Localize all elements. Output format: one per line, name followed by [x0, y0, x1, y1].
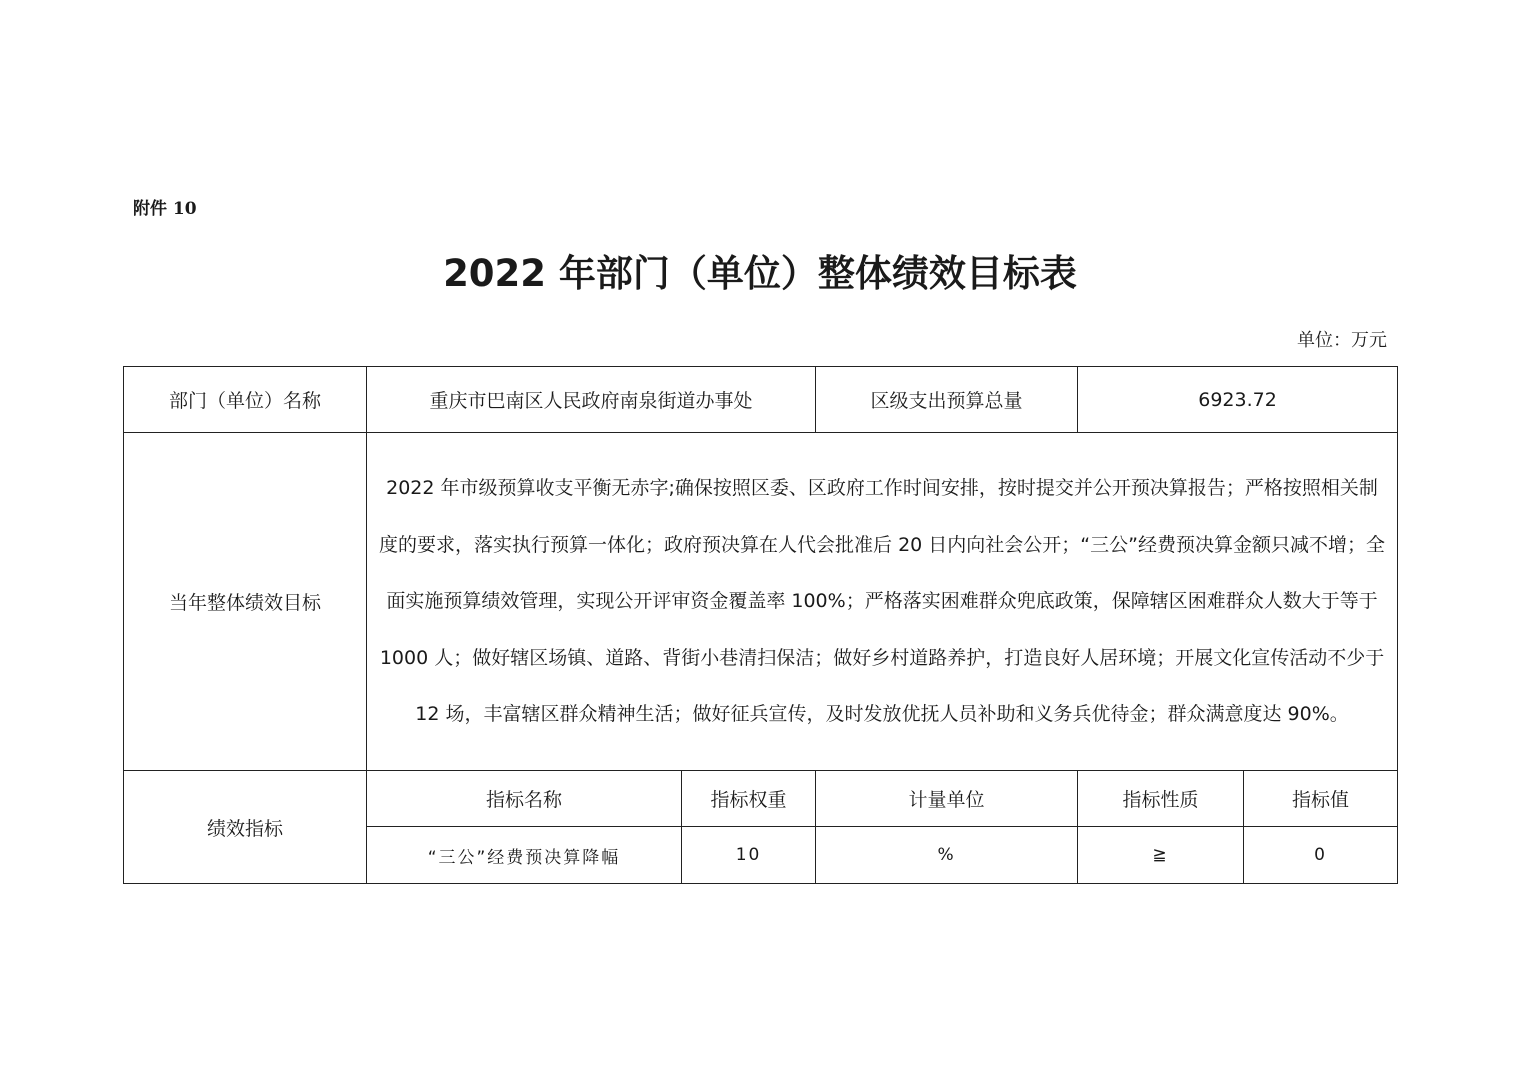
indicator-name-cell: “三公”经费预决算降幅 — [367, 827, 682, 884]
indicator-weight-cell: 10 — [682, 827, 816, 884]
dept-name-value: 重庆市巴南区人民政府南泉街道办事处 — [367, 367, 816, 433]
goal-label: 当年整体绩效目标 — [124, 433, 367, 771]
column-header: 计量单位 — [816, 771, 1078, 827]
budget-label: 区级支出预算总量 — [816, 367, 1078, 433]
column-header: 指标性质 — [1078, 771, 1244, 827]
table-row — [124, 771, 1398, 827]
table-row — [124, 433, 1398, 771]
goal-text: 2022 年市级预算收支平衡无赤字;确保按照区委、区政府工作时间安排，按时提交并公开预决算报告；严格按照相关制度的要求，落实执行预算一体化；政府预决算在人代会批准后 20 日内向社会公开；“三公”经费预决算金额只减不增；全面实施预算绩效管理，实现公开评审资金覆盖率 100%；严格落实困难群众兜底政策，保障辖区困难群众人数大于等于 1000 人；做好辖区场镇、道路、背街小巷清扫保洁；做好乡村道路养护，打造良好人居环境；开展文化宣传活动不少于 12 场，丰富辖区群众精神生活；做好征兵宣传，及时发放优抚人员补助和义务兵优待金；群众满意度达 90%。 — [367, 433, 1398, 771]
indicator-nature-cell: ≧ — [1078, 827, 1244, 884]
column-header: 指标值 — [1244, 771, 1398, 827]
indicator-value-cell: 0 — [1244, 827, 1398, 884]
page-title: 2022 年部门（单位）整体绩效目标表 — [443, 252, 1077, 295]
performance-table — [123, 366, 1398, 884]
unit-label: 单位：万元 — [1297, 330, 1387, 351]
dept-name-label: 部门（单位）名称 — [124, 367, 367, 433]
budget-value: 6923.72 — [1078, 367, 1398, 433]
column-header: 指标权重 — [682, 771, 816, 827]
indicators-label: 绩效指标 — [124, 771, 367, 884]
attachment-label: 附件 10 — [133, 199, 197, 219]
indicator-unit-cell: % — [816, 827, 1078, 884]
column-header: 指标名称 — [367, 771, 682, 827]
table-row — [124, 367, 1398, 433]
